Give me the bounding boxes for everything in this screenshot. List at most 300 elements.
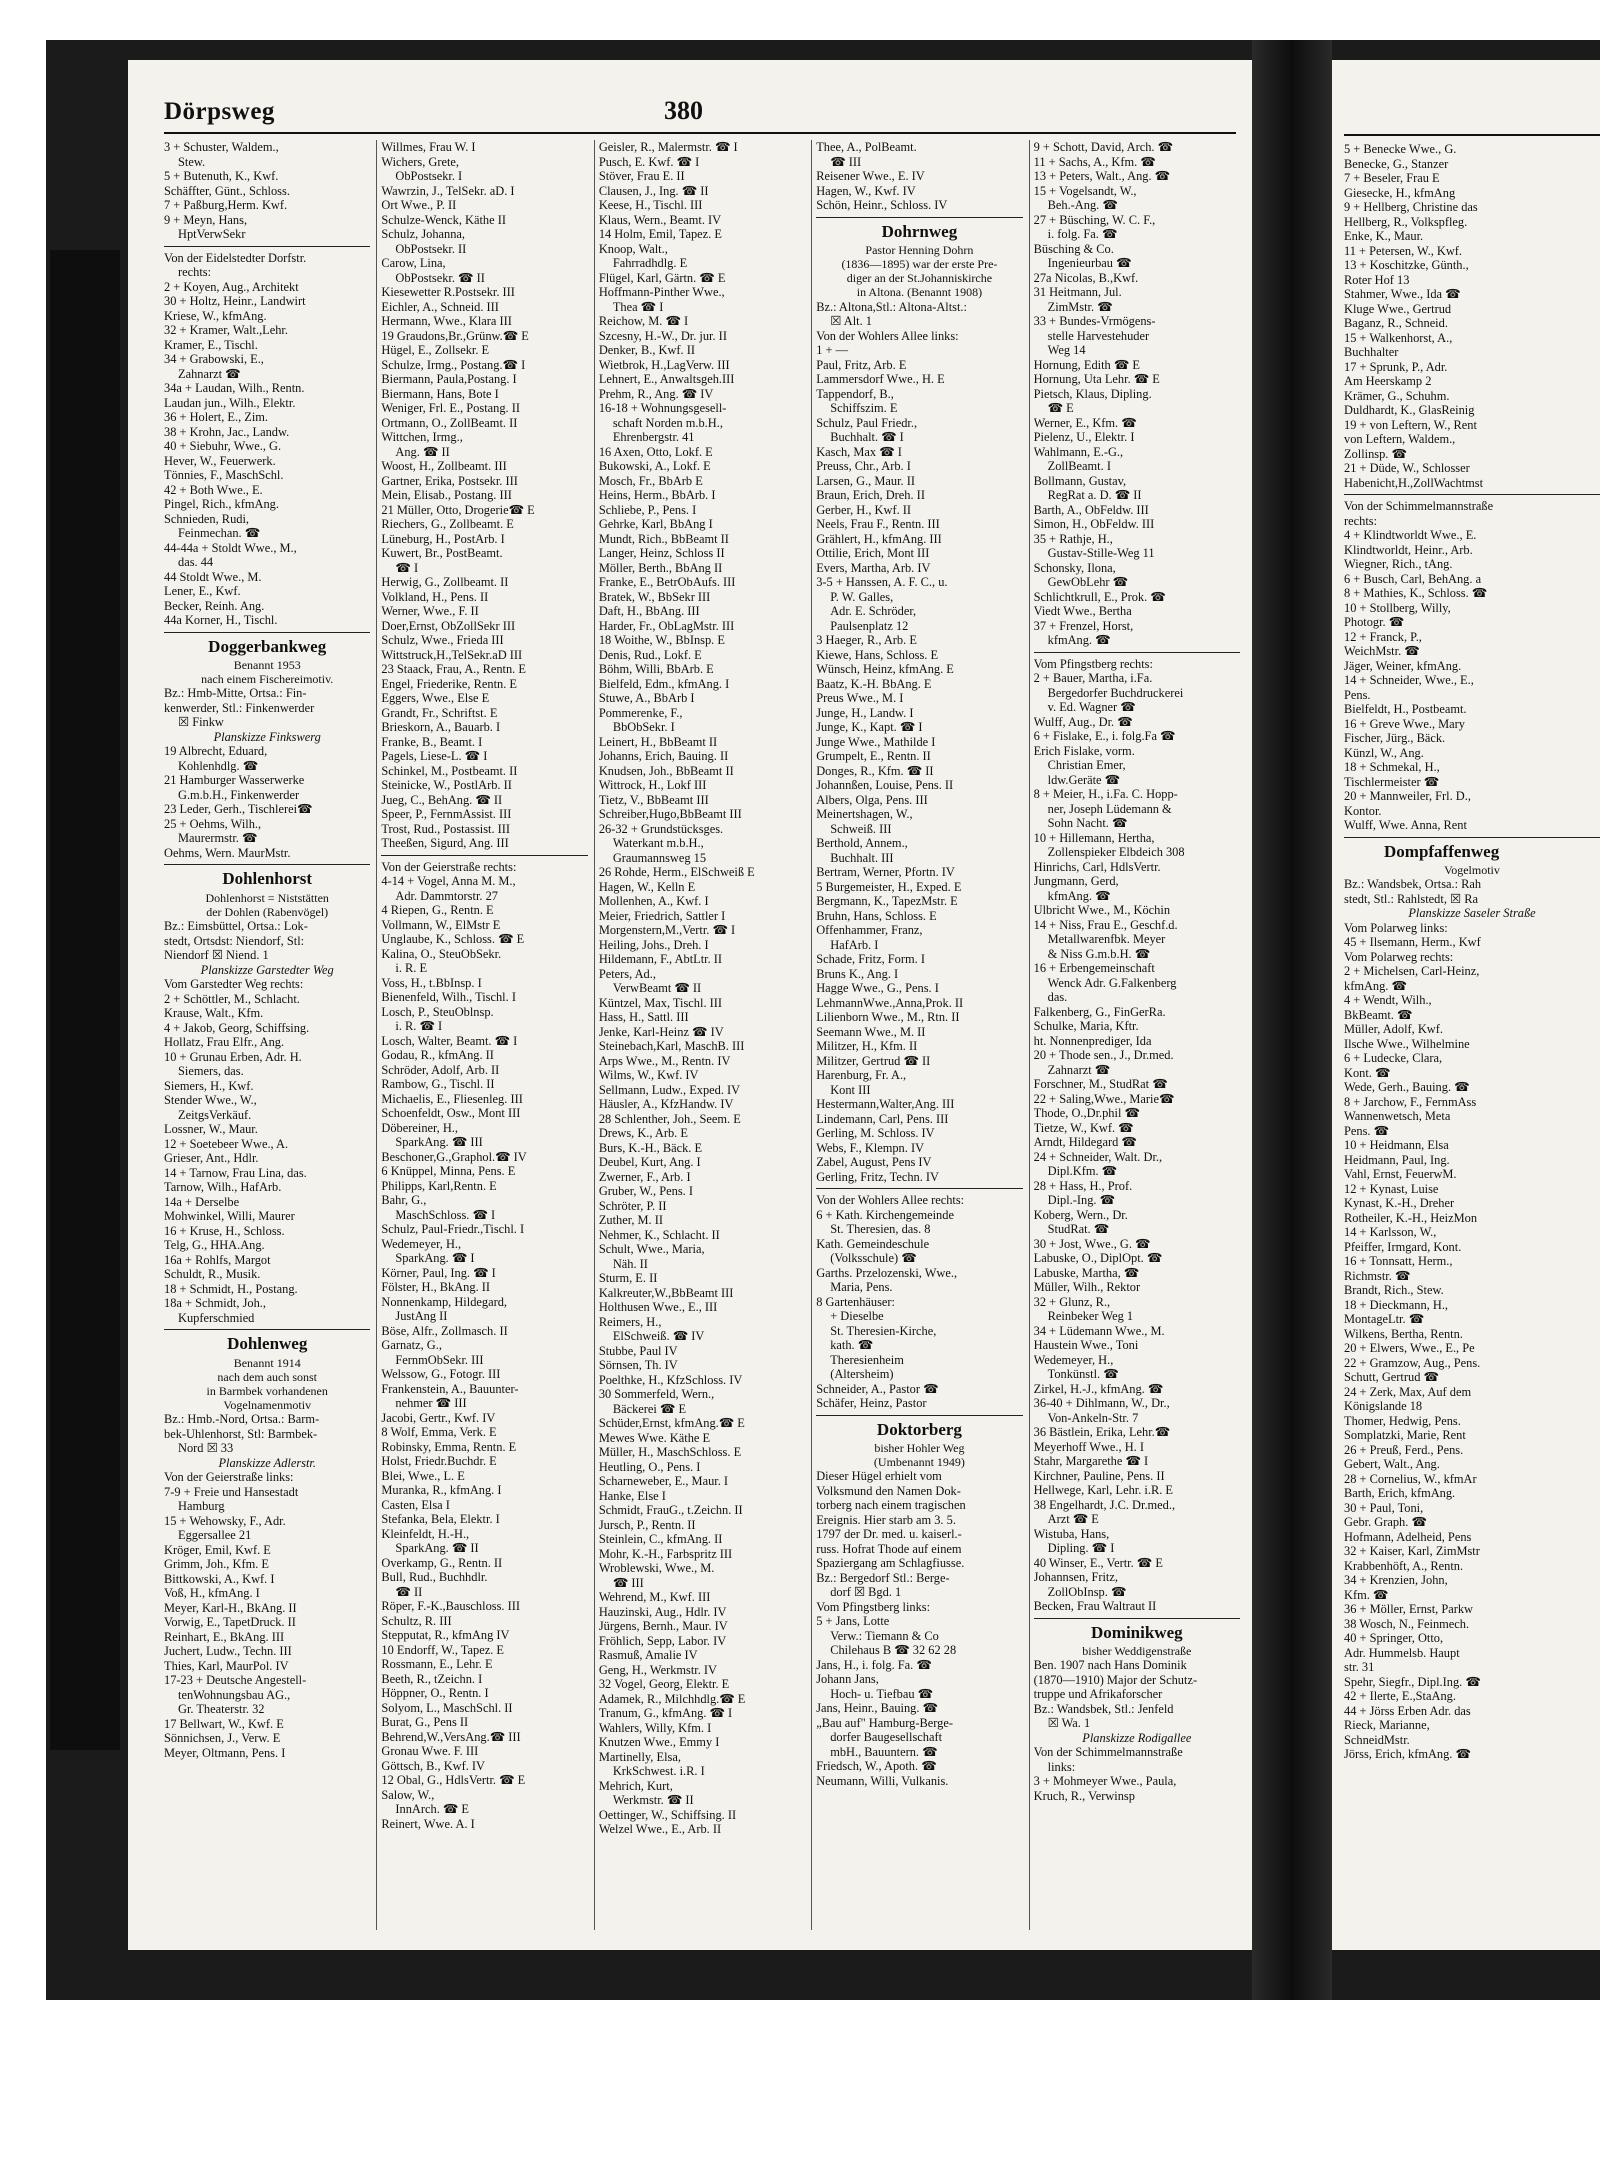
directory-entry: Schuldt, R., Musik. (164, 1267, 261, 1282)
section-divider (1344, 494, 1600, 495)
directory-entry: G.m.b.H., Finkenwerder (178, 787, 300, 802)
directory-entry: Mein, Elisab., Postang. III (381, 488, 512, 502)
directory-entry: Meyer, Karl-H., BkAng. II (164, 1600, 297, 1615)
directory-entry: Niendorf ☒ Niend. 1 (164, 948, 269, 963)
directory-entry: Jäger, Weiner, kfmAng. (1344, 658, 1462, 673)
directory-entry: Kuwert, Br., PostBeamt. (381, 546, 503, 560)
street-note: in Altona. (Benannt 1908) (856, 285, 983, 300)
directory-entry: 42 + Both Wwe., E. (164, 482, 263, 497)
directory-entry: Göttsch, B., Kwf. IV (381, 1758, 485, 1773)
directory-entry: VerwBeamt ☎ II (612, 981, 702, 995)
directory-entry: 4 Riepen, G., Rentn. E (381, 903, 494, 917)
directory-entry: Meier, Friedrich, Sattler I (598, 908, 726, 923)
directory-entry: Wistuba, Hans, (1033, 1526, 1110, 1541)
directory-entry: Lehnert, E., Anwaltsgeh.III (598, 372, 735, 386)
directory-entry: tenWohnungsbau AG., (178, 1687, 291, 1702)
directory-entry: Hauzinski, Aug., Hdlr. IV (598, 1604, 727, 1619)
directory-entry: 3 + Schuster, Waldem., (164, 140, 279, 154)
directory-entry: Gebr. Graph. ☎ (1344, 1515, 1427, 1530)
directory-entry: Von der Eidelstedter Dorfstr. (164, 250, 307, 265)
directory-entry: Sellmann, Ludw., Exped. IV (598, 1082, 741, 1097)
section-divider (816, 1415, 1022, 1416)
directory-entry: 30 + Paul, Toni, (1344, 1500, 1424, 1515)
directory-entry: 44-44a + Stoldt Wwe., M., (164, 540, 297, 555)
directory-entry: Schröder, Adolf, Arb. II (381, 1062, 500, 1077)
directory-entry: Fröhlich, Sepp, Labor. IV (598, 1633, 727, 1648)
directory-entry: Simon, H., ObFeldw. III (1033, 517, 1155, 531)
directory-entry: 34 + Lüdemann Wwe., M. (1033, 1323, 1165, 1338)
directory-entry: Morgenstern,M.,Vertr. ☎ I (598, 923, 736, 937)
directory-entry: Daft, H., BbAng. III (598, 604, 700, 618)
directory-entry: 5 Burgemeister, H., Exped. E (816, 879, 962, 894)
directory-entry: Pagels, Liese-L. ☎ I (381, 749, 488, 763)
street-note: Benannt 1953 (233, 658, 301, 673)
directory-entry: Richmstr. ☎ (1344, 1268, 1411, 1283)
directory-entry: 26 Rohde, Herm., ElSchweiß E (598, 865, 755, 879)
directory-entry: truppe und Afrikaforscher (1033, 1687, 1163, 1702)
directory-entry: schaft Norden m.b.H., (612, 415, 723, 430)
directory-entry: 38 + Krohn, Jac., Landw. (164, 424, 290, 439)
directory-entry: Spehr, Siegfr., Dipl.Ing. ☎ (1344, 1674, 1481, 1689)
directory-entry: Heins, Herm., BbArb. I (598, 488, 716, 502)
facing-page-column (1344, 140, 1600, 1762)
directory-entry: Bz.: Hmb.-Nord, Ortsa.: Barm- (164, 1412, 320, 1427)
directory-entry: Thode, O.,Dr.phil ☎ (1033, 1106, 1140, 1120)
directory-entry: Webs, F., Klempn. IV (816, 1140, 925, 1155)
directory-entry: Hoch- u. Tiefbau ☎ (830, 1686, 934, 1701)
directory-entry: Stubbe, Paul IV (598, 1343, 678, 1358)
directory-entry: Pfeiffer, Irmgard, Kont. (1344, 1239, 1462, 1254)
directory-entry: Arndt, Hildegard ☎ (1033, 1135, 1137, 1149)
directory-entry: Gebert, Walt., Ang. (1344, 1457, 1440, 1472)
directory-entry: Bienenfeld, Wilh., Tischl. I (381, 990, 516, 1004)
directory-entry: 12 + Kynast, Luise (1344, 1181, 1439, 1196)
directory-entry: Röper, F.-K.,Bauschloss. III (381, 1599, 520, 1613)
directory-entry: Garnatz, G., (381, 1338, 442, 1352)
directory-entry: JustAng II (395, 1309, 448, 1323)
directory-entry: Schreiber,Hugo,BbBeamt III (598, 807, 742, 821)
directory-entry: Vom Garstedter Weg rechts: (164, 977, 304, 992)
directory-entry: 35 + Rathje, H., (1033, 531, 1113, 546)
directory-entry: Jungmann, Gerd, (1033, 874, 1119, 888)
directory-entry: Rambow, G., Tischl. II (381, 1077, 495, 1091)
directory-entry: Thies, Karl, MaurPol. IV (164, 1658, 289, 1673)
directory-entry: Ben. 1907 nach Hans Dominik (1033, 1658, 1187, 1673)
directory-entry: MaschSchloss. ☎ I (395, 1207, 496, 1222)
directory-entry: Losch, Walter, Beamt. ☎ I (381, 1033, 518, 1048)
directory-entry: 8 Wolf, Emma, Verk. E (381, 1425, 497, 1439)
directory-entry: Junge, H., Landw. I (816, 705, 914, 720)
directory-entry: Königslande 18 (1344, 1399, 1423, 1414)
directory-entry: Albers, Olga, Pens. III (816, 792, 928, 807)
directory-entry: Pingel, Rich., kfmAng. (164, 497, 279, 511)
directory-entry: Hanke, Else I (598, 1488, 666, 1503)
directory-entry: RegRat a. D. ☎ II (1047, 488, 1142, 502)
directory-entry: Woost, H., Zollbeamt. III (381, 459, 507, 473)
directory-entry: Somplatzki, Marie, Rent (1344, 1428, 1466, 1443)
directory-entry: Braun, Erich, Dreh. II (816, 488, 925, 502)
directory-entry: Oehms, Wern. MaurMstr. (164, 845, 291, 860)
directory-entry: 8 + Jarchow, F., FernmAss (1344, 1094, 1477, 1109)
facing-header-rule (1344, 134, 1600, 136)
page-header (164, 96, 1236, 134)
directory-entry: Kiesewetter R.Postsekr. III (381, 285, 515, 299)
directory-entry: Kirchner, Pauline, Pens. II (1033, 1468, 1165, 1483)
directory-entry: ObPostsekr. ☎ II (395, 270, 485, 285)
directory-entry: Szcesny, H.-W., Dr. jur. II (598, 328, 727, 343)
directory-entry: Deubel, Kurt, Ang. I (598, 1155, 701, 1169)
section-divider (816, 1188, 1022, 1189)
directory-entry: Speer, P., FernmAssist. III (381, 807, 512, 821)
directory-entry: Geng, H., Werkmstr. IV (598, 1662, 718, 1677)
directory-entry: Reimers, H., (598, 1314, 662, 1329)
directory-entry: Bz.: Bergedorf Stl.: Berge- (816, 1570, 950, 1585)
directory-entry: Reinbeker Weg 1 (1047, 1309, 1134, 1323)
directory-entry: Buchhalter (1344, 345, 1399, 359)
directory-entry: Paulsenplatz 12 (830, 618, 909, 633)
directory-entry: 22 + Saling,Wwe., Marie☎ (1033, 1091, 1175, 1106)
section-divider (164, 864, 370, 865)
directory-entry: Mewes Wwe. Käthe E (598, 1430, 711, 1445)
directory-entry: Meinertshagen, W., (816, 807, 913, 821)
directory-entry: Knoop, Walt., (598, 241, 668, 256)
directory-entry: Hagge Wwe., G., Pens. I (816, 981, 939, 995)
directory-entry: 17 Bellwart, W., Kwf. E (164, 1716, 284, 1731)
directory-entry: Wedemeyer, H., (381, 1236, 462, 1251)
directory-entry: 27a Nicolas, B.,Kwf. (1033, 270, 1139, 285)
directory-entry: Adr. Hummelsb. Haupt (1344, 1645, 1460, 1660)
directory-entry: Klaus, Wern., Beamt. IV (598, 212, 722, 227)
directory-entry: 2 + Michelsen, Carl-Heinz, (1344, 964, 1480, 979)
directory-entry: 21 Hamburger Wasserwerke (164, 773, 305, 788)
directory-entry: Paul, Fritz, Arb. E (816, 357, 907, 372)
directory-entry: Gronau Wwe. F. III (381, 1744, 479, 1758)
directory-entry: ObPostsekr. I (395, 169, 463, 183)
directory-entry: 11 + Petersen, W., Kwf. (1344, 243, 1463, 258)
directory-entry: 15 + Wehowsky, F., Adr. (164, 1513, 286, 1528)
directory-entry: Geisler, R., Malermstr. ☎ I (598, 140, 738, 154)
directory-entry: rechts: (178, 265, 212, 279)
directory-entry: Tischlermeister ☎ (1344, 774, 1440, 789)
directory-entry: 4-14 + Vogel, Anna M. M., (381, 874, 516, 888)
directory-entry: Tarnow, Wilh., HafArb. (164, 1180, 282, 1195)
directory-entry: 9 + Schott, David, Arch. ☎ (1033, 140, 1174, 154)
directory-entry: 14 + Schneider, Wwe., E., (1344, 673, 1474, 687)
directory-entry: Voß, H., kfmAng. I (164, 1586, 260, 1601)
directory-entry: ZimMstr. ☎ (1047, 299, 1113, 314)
directory-entry: Beeth, R., tZeichn. I (381, 1671, 483, 1686)
directory-entry: rechts: (1344, 513, 1378, 528)
directory-entry: ObPostsekr. II (395, 241, 467, 256)
directory-entry: Waterkant m.b.H., (612, 836, 704, 850)
directory-entry: Erich Fislake, vorm. (1033, 743, 1135, 758)
directory-entry: Von der Schimmelmannstraße (1033, 1745, 1183, 1760)
directory-entry: 2 + Koyen, Aug., Architekt (164, 279, 299, 294)
directory-entry: Voss, H., t.BbInsp. I (381, 975, 482, 990)
directory-entry: Stahmer, Wwe., Ida ☎ (1344, 287, 1461, 301)
directory-entry: Buchhalt. ☎ I (830, 430, 904, 444)
street-note: Dohlenhorst = Niststätten (205, 891, 329, 906)
directory-entry: 33 + Bundes-Vrmögens- (1033, 314, 1156, 328)
directory-entry: 19 Graudons,Br.,Grünw.☎ E (381, 328, 529, 343)
directory-entry: Schneider, A., Pastor ☎ (816, 1381, 939, 1396)
directory-entry: Ort Wwe., P. II (381, 198, 457, 212)
directory-entry: Preus Wwe., M. I (816, 691, 904, 705)
directory-entry: Stefanka, Bela, Elektr. I (381, 1512, 500, 1526)
directory-entry: Reichow, M. ☎ I (598, 314, 689, 328)
directory-entry: Wiegner, Rich., tAng. (1344, 557, 1453, 571)
directory-entry: 44a Korner, H., Tischl. (164, 613, 278, 627)
directory-entry: (1870—1910) Major der Schutz- (1033, 1672, 1198, 1687)
directory-entry: Vom Pfingstberg rechts: (1033, 656, 1153, 671)
directory-entry: Bruns K., Ang. I (816, 966, 899, 981)
directory-entry: 14 + Tarnow, Frau Lina, das. (164, 1165, 307, 1180)
directory-entry: 24 + Zerk, Max, Auf dem (1344, 1384, 1472, 1399)
directory-entry: Roter Hof 13 (1344, 272, 1410, 287)
directory-entry: Krabbenhöft, A., Rentn. (1344, 1558, 1464, 1573)
directory-entry: Theeßen, Sigurd, Ang. III (381, 836, 509, 850)
directory-entry: Metallwarenfbk. Meyer (1047, 932, 1166, 946)
directory-entry: mbH., Bauuntern. ☎ (830, 1744, 938, 1759)
directory-entry: Johanns, Erich, Bauing. II (598, 749, 729, 763)
directory-entry: Zollinsp. ☎ (1344, 446, 1407, 461)
directory-entry: Larsen, G., Maur. II (816, 473, 915, 488)
directory-entry: 6 + Kath. Kirchengemeinde (816, 1207, 954, 1222)
directory-entry: Hoffmann-Pinther Wwe., (598, 285, 725, 299)
directory-entry: Stahr, Margarethe ☎ I (1033, 1454, 1149, 1468)
directory-entry: Kath. Gemeindeschule (816, 1236, 930, 1251)
directory-entry: Bz.: Eimsbüttel, Ortsa.: Lok- (164, 919, 308, 934)
directory-entry: Dieser Hügel erhielt vom (816, 1469, 942, 1484)
directory-entry: Photogr. ☎ (1344, 615, 1405, 629)
directory-entry: Schäffter, Günt., Schloss. (164, 183, 290, 198)
section-divider (1034, 1618, 1240, 1619)
directory-entry: BbObSekr. I (612, 720, 675, 734)
directory-entry: Beschoner,G.,Graphol.☎ IV (381, 1149, 527, 1164)
directory-entry: Lilienborn Wwe., M., Rtn. II (816, 1010, 960, 1024)
directory-entry: 23 Leder, Gerh., Tischlerei☎ (164, 802, 313, 817)
directory-entry: 19 + von Leftern, W., Rent (1344, 417, 1477, 432)
directory-entry: Ereignis. Hier starb am 3. 5. (816, 1512, 956, 1527)
directory-entry: InnArch. ☎ E (395, 1802, 469, 1816)
directory-entry: Bz.: Wandsbek, Stl.: Jenfeld (1033, 1701, 1174, 1716)
directory-entry: Willmes, Frau W. I (381, 140, 476, 154)
directory-entry: Knutzen Wwe., Emmy I (598, 1735, 720, 1749)
directory-entry: Von der Wohlers Allee rechts: (816, 1193, 965, 1207)
directory-entry: 20 + Thode sen., J., Dr.med. (1033, 1048, 1174, 1062)
directory-entry: 14 + Karlsson, W., (1344, 1225, 1437, 1240)
directory-entry: Becken, Frau Waltraut II (1033, 1599, 1157, 1613)
directory-entry: Friedsch, W., Apoth. ☎ (816, 1759, 937, 1774)
directory-entry: Siemers, das. (178, 1064, 244, 1079)
directory-entry: Graumannsweg 15 (612, 850, 707, 865)
directory-entry: 18a + Schmidt, Joh., (164, 1296, 266, 1311)
directory-entry: Bruhn, Hans, Schloss. E (816, 908, 937, 923)
directory-entry: Kalkreuter,W.,BbBeamt III (598, 1285, 734, 1300)
facing-page (1332, 60, 1600, 1950)
section-divider (1344, 837, 1600, 838)
directory-entry: 10 + Stollberg, Willy, (1344, 600, 1451, 615)
directory-entry: Rossmann, E., Lehr. E (381, 1657, 493, 1671)
directory-entry: 40 + Springer, Otto, (1344, 1631, 1444, 1646)
directory-entry: Nonnenkamp, Hildegard, (381, 1294, 508, 1309)
directory-entry: 2 + Bauer, Martha, i.Fa. (1033, 671, 1153, 685)
directory-entry: 31 Heitmann, Jul. (1033, 285, 1122, 299)
directory-entry: Gruber, W., Pens. I (598, 1184, 693, 1198)
directory-entry: Wittrock, H., Lokf III (598, 778, 707, 792)
directory-entry: kfmAng. ☎ (1047, 888, 1111, 903)
directory-entry: Eggersallee 21 (178, 1528, 252, 1543)
directory-entry: Denker, B., Kwf. II (598, 343, 696, 357)
directory-entry: Hellberg, R., Volkspfleg. (1344, 214, 1468, 229)
directory-entry: Mohwinkel, Willi, Maurer (164, 1209, 295, 1224)
directory-entry: Giesecke, H., kfmAng (1344, 185, 1456, 200)
directory-entry: Weg 14 (1047, 343, 1086, 357)
directory-entry: Knudsen, Joh., BbBeamt II (598, 763, 734, 778)
directory-entry: Pielenz, U., Elektr. I (1033, 430, 1135, 444)
directory-entry: ☎ III (830, 154, 862, 169)
directory-entry: Adr. E. Schröder, (830, 604, 917, 618)
column-4 (811, 140, 1022, 1930)
directory-entry: Holst, Friedr.Buchdr. E (381, 1454, 497, 1468)
directory-entry: Kynast, K.-H., Dreher (1344, 1196, 1455, 1211)
directory-entry: 16a + Rohlfs, Margot (164, 1252, 271, 1267)
directory-entry: 4 + Wendt, Wilh., (1344, 993, 1432, 1008)
plan-reference: Planskizze Garstedter Weg (200, 962, 334, 977)
section-divider (164, 246, 370, 247)
directory-entry: Bäckerei ☎ E (612, 1401, 687, 1416)
directory-entry: Jürgens, Bernh., Maur. IV (598, 1619, 728, 1633)
directory-entry: Schult, Wwe., Maria, (598, 1242, 705, 1256)
directory-entry: Casten, Elsa I (381, 1497, 450, 1512)
running-head-street: Dörpsweg (164, 98, 275, 125)
street-note: nach einem Fischereimotiv. (201, 672, 334, 687)
directory-entry: Hügel, E., Zollsekr. E (381, 343, 490, 357)
directory-entry: Pietsch, Klaus, Dipling. (1033, 386, 1152, 401)
directory-entry: Reisener Wwe., E. IV (816, 169, 925, 183)
directory-entry: Laudan jun., Wilh., Elektr. (164, 395, 296, 410)
directory-entry: 30 + Jost, Wwe., G. ☎ (1033, 1236, 1151, 1251)
directory-entry: 16 + Greve Wwe., Mary (1344, 716, 1465, 731)
street-note: bisher Weddigenstraße (1082, 1644, 1192, 1659)
directory-entry: Schulz, Wwe., Frieda III (381, 633, 504, 647)
directory-entry: Buchhalt. III (830, 850, 894, 865)
directory-entry: 38 Engelhardt, J.C. Dr.med., (1033, 1497, 1176, 1512)
directory-entry: Thee, A., PolBeamt. (816, 140, 917, 154)
directory-entry: Meyer, Oltmann, Pens. I (164, 1745, 286, 1760)
directory-entry: Pusch, E. Kwf. ☎ I (598, 154, 700, 169)
directory-entry: Vom Polarweg links: (1344, 920, 1448, 935)
directory-entry: Wroblewski, Wwe., M. (598, 1561, 715, 1575)
directory-entry: Kleinfeldt, H.-H., (381, 1526, 470, 1541)
directory-entry: Fölster, H., BkAng. II (381, 1280, 491, 1294)
directory-entry: Kfm. ☎ (1344, 1587, 1389, 1602)
directory-entry: i. R. ☎ I (395, 1019, 443, 1033)
directory-entry: Zahnarzt ☎ (1047, 1062, 1111, 1077)
directory-entry: Gustav-Stille-Weg 11 (1047, 546, 1155, 560)
directory-entry: 24 + Schneider, Walt. Dr., (1033, 1149, 1163, 1164)
directory-entry: Reinhart, E., BkAng. III (164, 1629, 285, 1644)
directory-entry: Von der Geierstraße rechts: (381, 859, 517, 874)
street-note: bisher Hohler Weg (874, 1441, 965, 1456)
directory-entry: 3 + Mohmeyer Wwe., Paula, (1033, 1774, 1177, 1789)
directory-entry: Langer, Heinz, Schloss II (598, 546, 725, 560)
directory-entry: Brieskorn, A., Bauarb. I (381, 720, 501, 734)
directory-entry: 27 + Büsching, W. C. F., (1033, 212, 1156, 227)
directory-entry: St. Theresien, das. 8 (830, 1222, 931, 1236)
directory-entry: Wehrend, M., Kwf. III (598, 1590, 711, 1604)
directory-entry: Eggers, Wwe., Else E (381, 691, 490, 705)
directory-entry: Peters, Ad., (598, 966, 656, 981)
directory-entry: 34 + Grabowski, E., (164, 352, 264, 366)
directory-entry: Gehrke, Karl, BbAng I (598, 517, 713, 531)
directory-entry: russ. Hofrat Thode auf einem (816, 1541, 962, 1556)
directory-entry: Dipl.Kfm. ☎ (1047, 1164, 1118, 1178)
directory-entry: Künzl, W., Ang. (1344, 745, 1424, 760)
directory-entry: ☒ Finkw (178, 715, 224, 730)
directory-entry: Dipling. ☎ I (1047, 1541, 1115, 1555)
directory-entry: 44 Stoldt Wwe., M. (164, 569, 262, 584)
directory-entry: Lüneburg, H., PostArb. I (381, 531, 505, 546)
directory-entry: 16 Axen, Otto, Lokf. E (598, 444, 713, 459)
directory-entry: Franke, B., Beamt. I (381, 734, 483, 749)
directory-entry: Wilkens, Bertha, Rentn. (1344, 1326, 1463, 1341)
directory-entry: Evers, Martha, Arb. IV (816, 560, 931, 575)
directory-entry: Harenburg, Fr. A., (816, 1068, 907, 1082)
directory-entry: Küntzel, Max, Tischl. III (598, 995, 723, 1010)
directory-entry: Zwerner, F., Arb. I (598, 1169, 691, 1184)
directory-entry: Pens. ☎ (1344, 1123, 1390, 1138)
directory-entry: Sturm, E. II (598, 1271, 658, 1285)
directory-entry: Godau, R., kfmAng. II (381, 1048, 494, 1062)
directory-entry: Grumpelt, E., Rentn. II (816, 749, 931, 763)
column-5 (1029, 140, 1240, 1930)
directory-entry: Ulbricht Wwe., M., Köchin (1033, 903, 1171, 917)
directory-entry: Schröter, P. II (598, 1198, 667, 1213)
directory-entry: Poelthke, H., KfzSchloss. IV (598, 1372, 743, 1387)
directory-entry: Stew. (178, 154, 206, 169)
directory-entry: Robinsky, Emma, Rentn. E (381, 1439, 517, 1454)
directory-entry: Preuss, Chr., Arb. I (816, 459, 911, 473)
directory-entry: Grimm, Joh., Kfm. E (164, 1557, 269, 1572)
directory-entry: Fischer, Jürg., Bäck. (1344, 731, 1446, 745)
directory-entry: i. R. E (395, 961, 428, 975)
directory-entry: Bollmann, Gustav, (1033, 473, 1127, 488)
directory-entry: Zahnarzt ☎ (178, 366, 241, 381)
directory-entry: Kontor. (1344, 803, 1382, 818)
directory-entry: Schulze, Irmg., Postang.☎ I (381, 357, 526, 372)
directory-entry: Kohlenhdlg. ☎ (178, 758, 259, 773)
directory-entry: Forschner, M., StudRat ☎ (1033, 1077, 1168, 1091)
directory-entry: kath. ☎ (830, 1338, 874, 1352)
directory-entry: 37 + Frenzel, Horst, (1033, 618, 1134, 633)
directory-entry: Doer,Ernst, ObZollSekr III (381, 618, 516, 633)
directory-page (128, 60, 1252, 1950)
directory-entry: Hestermann,Walter,Ang. III (816, 1097, 955, 1111)
directory-entry: 5 + Benecke Wwe., G. (1344, 142, 1457, 156)
directory-entry: 40 Winser, E., Vertr. ☎ E (1033, 1555, 1163, 1570)
directory-entry: 14a + Derselbe (164, 1194, 240, 1209)
directory-entry: das. (1047, 990, 1068, 1004)
directory-entry: Körner, Paul, Ing. ☎ I (381, 1265, 496, 1280)
directory-entry: Nehmer, K., Schlacht. II (598, 1227, 720, 1242)
directory-entry: LehmannWwe.,Anna,Prok. II (816, 995, 964, 1010)
directory-entry: Wannenwetsch, Meta (1344, 1109, 1451, 1124)
directory-entry: ZollObInsp. ☎ (1047, 1584, 1127, 1599)
directory-entry: 34 + Krenzien, John, (1344, 1573, 1448, 1588)
page-edge-shadow (50, 250, 120, 1750)
directory-entry: dorfer Baugesellschaft (830, 1730, 943, 1745)
